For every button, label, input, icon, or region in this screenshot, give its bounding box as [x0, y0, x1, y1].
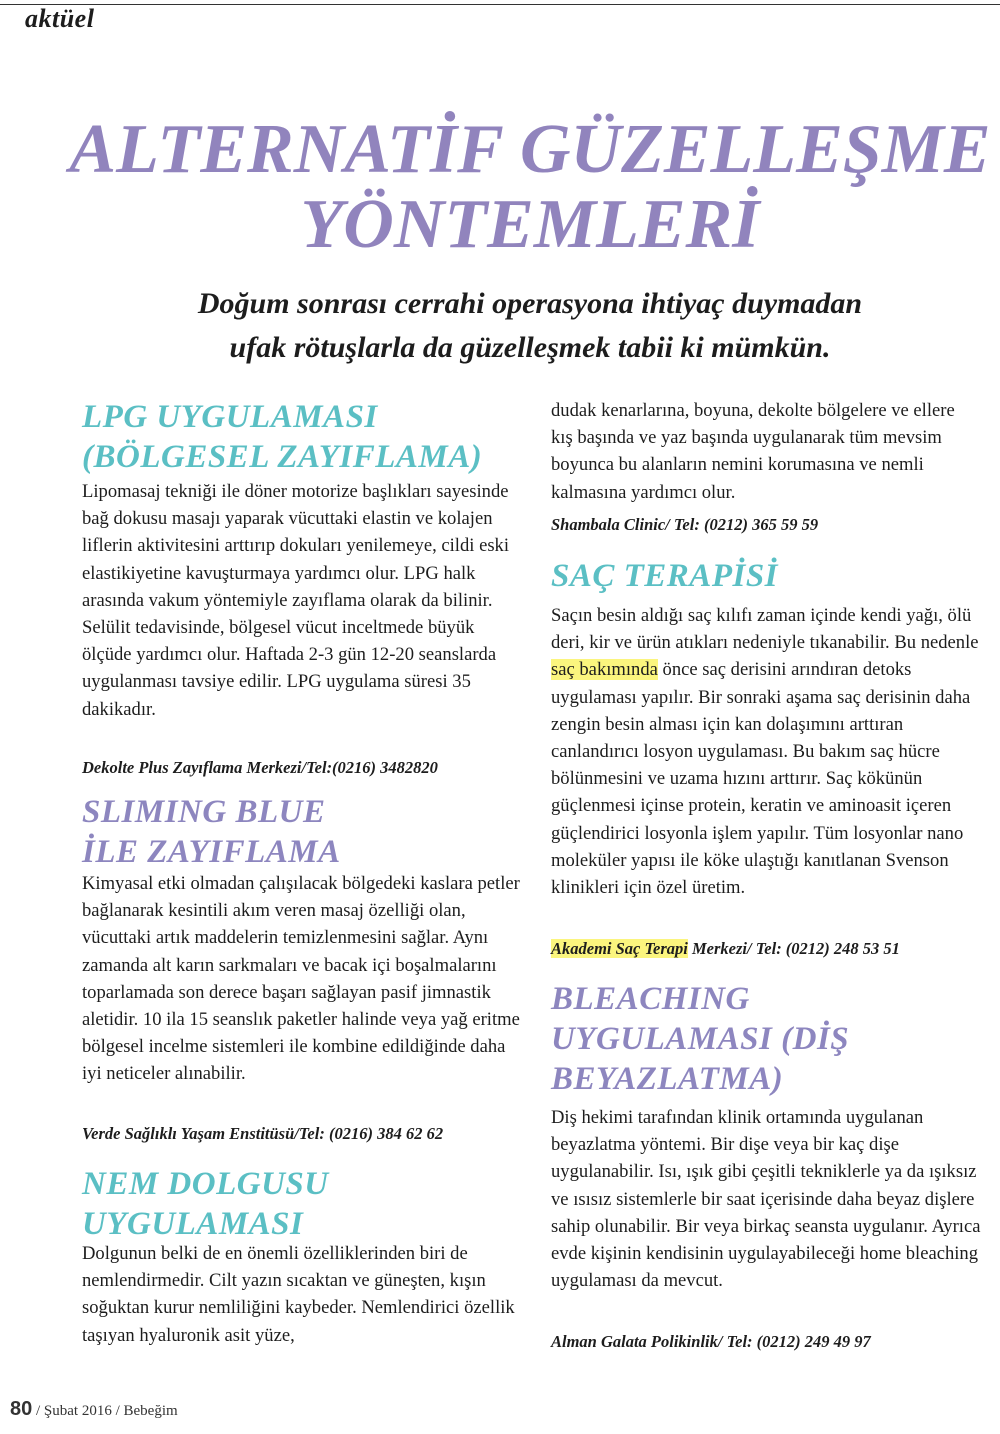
nem-heading [82, 1164, 522, 1244]
bleaching-contact: Alman Galata Polikinlik/ Tel: (0212) 249 49 97 [551, 1332, 871, 1351]
sliming-heading-line-2: İLE ZAYIFLAMA [82, 834, 341, 870]
sliming-body: Kimyasal etki olmadan çalışılacak bölgedeki kaslara petler bağlanarak kesintili akım veren masaj özelliği olan, vücuttaki artık maddelerin temizlenmesini sağlar. Aynı zamanda alt karın sarkmaları ve bacak içi boşalmalarını toparlamada son derece başarı sağlayan pasif jimnastik aletidir. 10 ila 15 seanslık paketler halinde veya yağ eritme bölgesel incelme sistemleri ile kombine edildiğinde daha iyi neticeler alınabilir. [82, 873, 520, 1085]
bleaching-heading-line-3: BEYAZLATMA) [551, 1061, 784, 1097]
sac-body [551, 602, 981, 901]
footer-text: / Şubat 2016 / Bebeğim [32, 1403, 178, 1419]
sac-contact [551, 938, 981, 960]
lpg-heading-line-2: (BÖLGESEL ZAYIFLAMA) [82, 439, 483, 475]
page-number: 80 [10, 1398, 33, 1420]
bleaching-heading-line-2: UYGULAMASI (DİŞ [551, 1021, 850, 1057]
subtitle-line-2: ufak rötuşlarla da güzelleşmek tabii ki mümkün. [229, 331, 831, 364]
nem-heading-line-1: NEM DOLGUSU [82, 1166, 329, 1202]
lpg-heading-line-1: LPG UYGULAMASI [82, 399, 378, 435]
sliming-contact: Verde Sağlıklı Yaşam Enstitüsü/Tel: (0216) 384 62 62 [82, 1124, 444, 1143]
sliming-heading-line-1: SLIMING BLUE [82, 794, 326, 830]
sac-highlight: saç bakımında [551, 659, 658, 681]
title-line-2: YÖNTEMLERİ [300, 186, 760, 263]
lpg-heading [82, 397, 522, 477]
top-rule [0, 4, 1000, 5]
page-footer [10, 1398, 178, 1421]
sac-body-start: Saçın besin aldığı saç kılıfı zaman içinde kendi yağı, ölü deri, kir ve ürün atıkları nedeniyle tıkanabilir. Bu nedenle [551, 605, 979, 654]
subtitle [140, 282, 920, 370]
sac-contact-rest: Merkezi/ Tel: (0212) 248 53 51 [687, 939, 900, 958]
section-label: aktüel [25, 4, 95, 33]
title-line-1: ALTERNATİF GÜZELLEŞME [69, 111, 991, 188]
bleaching-heading-line-1: BLEACHING [551, 981, 750, 1017]
sac-heading: SAÇ TERAPİSİ [551, 558, 779, 594]
sac-body-end: önce saç derisini arındıran detoks uygulaması yapılır. Bir sonraki aşama saç derisinin daha zengin besin alması için kan dolaşımını arttıran canlandırıcı losyon uygulaması. Bu bakım saç hücre bölünmesini ve uzama hızını arttırır. Saç kökünün güçlenmesi içinse protein, keratin ve aminoasit içeren güçlendirici losyonla işlem yapılır. Tüm losyonlar nano moleküler yapısı ile köke ulaştığı kanıtlanan Svenson klinikleri için özel üretim. [551, 659, 971, 899]
subtitle-line-1: Doğum sonrası cerrahi operasyona ihtiyaç duymadan [197, 287, 863, 320]
sac-contact-highlight: Akademi Saç Terapi [551, 939, 688, 958]
lpg-body: Lipomasaj tekniği ile döner motorize başlıkları sayesinde bağ dokusu masajı yaparak vücuttaki elastin ve kolajen liflerin aktivitesini arttırıp dokuları yenilemeye, cildi eski elastikiyetine kavuşturmaya yardımcı olur. LPG halk arasında vakum yöntemiyle zayıflama olarak da bilinir. Selülit tedavisinde, bölgesel vücut inceltmede büyük ölçüde yardımcı olur. Haftada 2-3 gün 12-20 seanslarda uygulanması tavsiye edilir. LPG uygulama süresi 35 dakikadır. [82, 481, 510, 720]
lpg-contact: Dekolte Plus Zayıflama Merkezi/Tel:(0216) 3482820 [82, 758, 438, 777]
bleaching-heading [551, 979, 981, 1099]
nem-contact: Shambala Clinic/ Tel: (0212) 365 59 59 [551, 515, 819, 534]
nem-body: Dolgunun belki de en önemli özelliklerinden biri de nemlendirmedir. Cilt yazın sıcaktan ve güneşten, kışın soğuktan kurur nemliliğini kaybeder. Nemlendirici özellik taşıyan hyaluronik asit yüze, [82, 1243, 515, 1346]
nem-heading-line-2: UYGULAMASI [82, 1206, 304, 1242]
bleaching-body: Diş hekimi tarafından klinik ortamında uygulanan beyazlatma yöntemi. Bir dişe veya bir kaç dişe uygulanabilir. Isı, ışık gibi çeşitli tekniklerle ya da ışıksız ve ısısız sistemlerle bir saat içerisinde daha beyaz dişlere sahip olunabilir. Bir veya birkaç seansta uygulanır. Ayrıca evde kişinin kendisinin uygulayabileceği home bleaching uygulaması da mevcut. [551, 1107, 981, 1292]
sliming-heading [82, 792, 522, 872]
nem-body-continued: dudak kenarlarına, boyuna, dekolte bölgelere ve ellere kış başında ve yaz başında uygulanarak tüm mevsim boyunca bu alanların nemini korumasına ve nemli kalmasına yardımcı olur. [551, 400, 955, 503]
page-title [60, 112, 1000, 262]
